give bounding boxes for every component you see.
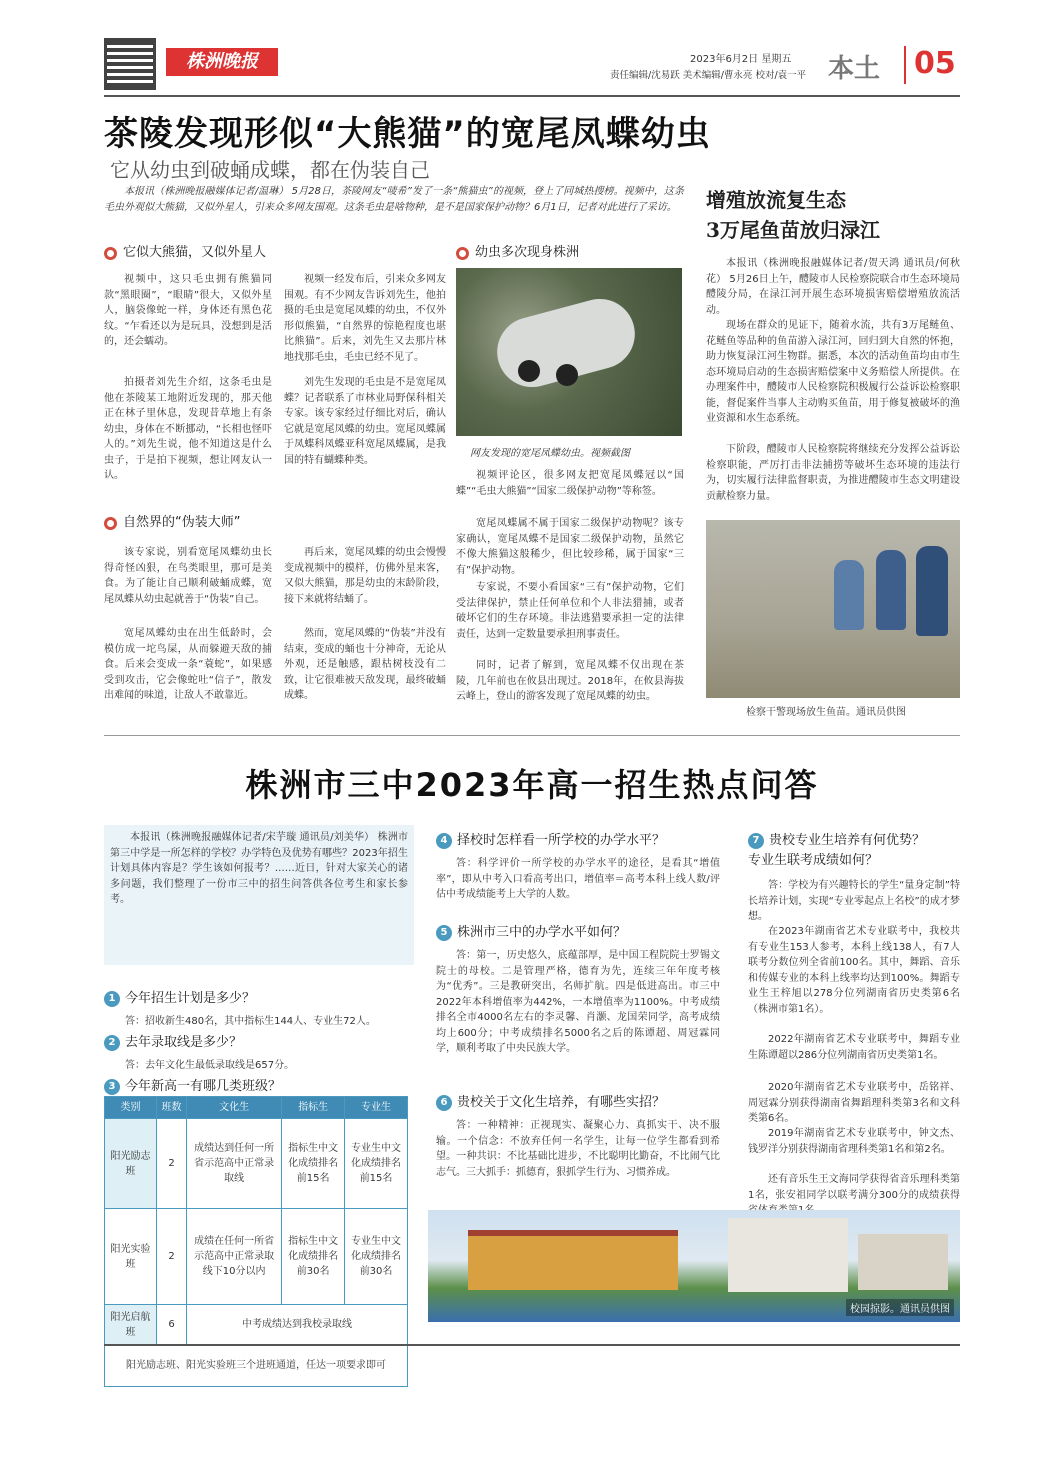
answer-6: 答：一种精神：正视现实、凝聚心力、真抓实干、决不服输。一个信念：不放弃任何一名学生，让每一位学生都看到希望。一种共识：不比基础比进步，不比聪明比勤奋，不比闹气比志气。三大抓手：抓德育，狠抓学生行为、习惯养成。 [436,1120,720,1178]
number-badge: 6 [436,1095,452,1111]
campus-photo [428,1210,960,1322]
number-badge: 1 [104,991,120,1007]
story1-lead: 本报讯（株洲晚报融媒体记者/温琳） 5月28日，茶陵网友“唛希”发了一条“熊猫虫”的视频，登上了同城热搜榜。视频中，这条毛虫外观似大熊猫，又似外星人，引来众多网友围观。这条毛虫是啥物种，是不是国家保护动物？6月1日，记者对此进行了采访。 [104,186,684,213]
circle-icon [456,247,469,260]
fish-release-photo [706,520,960,698]
table-header: 专业生 [345,1097,408,1119]
table-cell: 2 [157,1209,187,1305]
number-badge: 2 [104,1035,120,1051]
answer-1: 答：招收新生480名，其中指标生144人、专业生72人。 [125,1016,376,1027]
table-cell: 专业生中文化成绩排名前30名 [345,1209,408,1305]
school-building [468,1230,678,1290]
table-row [105,1305,408,1345]
table-row [105,1119,408,1209]
header-rule [104,95,960,97]
caterpillar-photo [456,268,682,436]
answer-7-p6: 还有音乐生王文海同学获得省音乐理科类第1名，张安祖同学以联考满分300分的成绩获得 [748,1174,960,1201]
table-cell: 指标生中文化成绩排名前30名 [282,1209,345,1305]
table-row [105,1209,408,1305]
table-cell: 中考成绩达到我校录取线 [187,1305,408,1345]
section-divider [904,46,906,84]
story1-section-3: 幼虫多次现身株洲 [456,244,579,262]
answer-2: 答：去年文化生最低录取线是657分。 [125,1060,295,1071]
story1-col1-b: 拍摄者刘先生介绍，这条毛虫是他在茶陵某工地附近发现的，那天他正在林子里休息，发现昔草地上有条幼虫，身体在不断挪动，“长相也怪吓人的。”刘先生说，他不知道这是什么虫子，于是拍下视频，想让网友认一认。 [104,377,272,481]
table-cell: 2 [157,1119,187,1209]
table-cell: 专业生中文化成绩排名前15名 [345,1119,408,1209]
number-badge: 4 [436,833,452,849]
table-cell: 指标生中文化成绩排名前15名 [282,1119,345,1209]
table-header: 班数 [157,1097,187,1119]
story1-col3-c: 专家说，不要小看国家“三有”保护动物，它们受法律保护，禁止任何单位和个人非法猎捕，或者破坏它们的生存环境。非法逃猎要承担一定的法律责任，达到一定数量要承担刑事责任。 [456,582,684,640]
story1-section-1: 它似大熊猫，又似外星人 [104,244,266,262]
school-building [858,1234,948,1290]
answer-7-p2: 在2023年湖南省艺术专业联考中，我校共有专业生153人参考，本科上线138人，有7人联考分数位列全省前100名。其中，舞蹈、音乐和传媒专业的本科上线率均达到100%。舞蹈专业生王梓旭以278分位列湖南省历史类第6名（株洲市第1名）。 [748,926,960,1015]
caterpillar-eye [518,360,540,382]
logo: 株洲晚报 [166,48,278,76]
question-2: 2 去年录取线是多少？ [104,1034,242,1052]
school-building [728,1218,848,1292]
answer-5: 答：第一，历史悠久，底蕴部厚，是中国工程院院士罗锡文院士的母校。二是管理严格，德育为先，连续三年年度考核为“优秀”。三是教研突出，名师扩航。四是低进高出。市三中2022年本科增值率为442%，一本增值率为1100%。中考成绩排名全市4000名左右的李灵馨、肖灏、龙国荣同学，高考成绩均上600分；中考成绩排名5000名之后的陈谭超、周冠霖同学，顺利考取了中央民族大学。 [436,950,720,1054]
story2-p2: 现场在群众的见证下，随着水流，共有3万尾鲢鱼、花鲢鱼等品种的鱼苗游入渌江河，回归到大自然的怀抱，助力恢复渌江河生物群。据悉，本次的活动鱼苗均由市生态环境局启动的生态损害赔偿案中义务赔偿人所提供。在办理案件中，醴陵市人民检察院积极履行公益诉讼检察职能，督促案件当事人主动购买鱼苗，用于修复被破坏的渔业资源和水生态系统。 [706,320,960,424]
circle-icon [104,517,117,530]
answer-7-p1: 答：学校为有兴趣特长的学生“量身定制”特长培养计划，实现“专业零起点上名校”的成才梦想。 [748,880,960,922]
section-rule [104,735,960,736]
officer-figure [876,550,906,630]
question-7: 7 贵校专业生培养有何优势？ [748,832,925,850]
section-name: 本土 [828,54,881,84]
story1-headline: 茶陵发现形似“大熊猫”的宽尾凤蝶幼虫 [104,114,711,154]
story1-subhead: 它从幼虫到破蛹成蝶，都在伪装自己 [110,158,430,182]
table-cell: 成绩达到任何一所省示范高中正常录取线 [187,1119,282,1209]
answer-7-p4: 2020年湖南省艺术专业联考中，岳铭祥、周冠霖分别获得湖南省舞蹈理科类第3名和文科类第6名。 [748,1082,960,1124]
caterpillar-eye [556,364,578,386]
page-number: 05 [914,46,956,81]
table-cell: 阳光实验班 [105,1209,157,1305]
table-cell: 成绩在任何一所省示范高中正常录取线下10分以内 [187,1209,282,1305]
story1-col2-d: 然而，宽尾凤蝶的“伪装”并没有结束，变成的蛹也十分神奇，无论从外观，还是触感，跟枯树枝没有二致，让它很难被天敌发现，最终破蛹成蝶。 [284,628,446,701]
story2-headline-1: 增殖放流复生态 [706,188,846,212]
story3-lead: 本报讯（株洲晚报融媒体记者/宋芋璇 通讯员/刘美华） 株洲市第三中学是一所怎样的学校？办学特色及优势有哪些？2023年招生计划具体内容是？学生该如何报考？……近日，针对大家关心的诸多问题，我们整理了一份市三中的招生问答供各位考生和家长参考。 [110,832,408,905]
story1-col1-c: 该专家说，别看宽尾凤蝶幼虫长得奇怪凶狠，在鸟类眼里，那可是美食。为了能让自己顺利破蛹成蝶，宽尾凤蝶从幼虫起就善于“伪装”自己。 [104,547,272,605]
question-1: 1 今年招生计划是多少？ [104,990,255,1008]
story3-headline: 株洲市三中2023年高一招生热点问答 [245,766,819,804]
table-cell: 6 [157,1305,187,1345]
answer-7-p5: 2019年湖南省艺术专业联考中，钟文杰、钱罗洋分别获得湖南省理科类第1名和第2名。 [748,1128,960,1155]
story2-p1: 本报讯（株洲晚报融媒体记者/贺天鸿 通讯员/何秋花） 5月26日上午，醴陵市人民检察院联合市生态环境局醴陵分局，在渌江河开展生态环境损害赔偿增殖放流活动。 [706,258,960,316]
officer-figure [834,560,864,630]
answer-4: 答：科学评价一所学校的办学水平的途径，是看其“增值率”，即从中考入口看高考出口，增值率＝高考本科上线人数/评估中考成绩能考上大学的人数。 [436,858,720,900]
table-header: 类别 [105,1097,157,1119]
answer-7-p3: 2022年湖南省艺术专业联考中，舞蹈专业生陈谭超以286分位列湖南省历史类第1名。 [748,1034,960,1061]
question-5: 5 株洲市三中的办学水平如何？ [436,924,626,942]
story1-col1-a: 视频中，这只毛虫拥有熊猫同款“黑眼圈”，“眼睛”很大，又似外星人，脑袋像蛇一样，身体还有黑色花纹。“乍看还以为是玩具，没想到是活的，还会蠕动。 [104,274,272,347]
story1-col3-d: 同时，记者了解到，宽尾凤蝶不仅出现在茶陵，几年前也在攸县出现过。2018年，在攸县海拔云峰上，登山的游客发现了宽尾凤蝶的幼虫。 [456,660,684,702]
circle-icon [104,247,117,260]
question-7-line2: 专业生联考成绩如何？ [748,853,879,868]
table-footnote: 阳光励志班、阳光实验班三个进班通道，任达一项要求即可 [105,1345,408,1387]
campus-caption: 校园掠影。通讯员供图 [846,1299,954,1316]
question-3: 3 今年新高一有哪几类班级？ [104,1078,281,1096]
issue-date: 2023年6月2日 星期五 [690,54,792,65]
question-4: 4 择校时怎样看一所学校的办学水平？ [436,832,665,850]
number-badge: 3 [104,1079,120,1095]
number-badge: 5 [436,925,452,941]
story1-col2-a: 视频一经发布后，引来众多网友围观。有不少网友告诉刘先生，他拍摄的毛虫是宽尾凤蝶的幼虫，不仅外形似熊猫，“自然界的惊艳程度也堪比熊猫”。后来，刘先生又去那片林地找那毛虫，毛虫已经不见了。 [284,274,446,363]
story1-col3-b: 宽尾凤蝶属不属于国家二级保护动物呢？该专家确认，宽尾凤蝶不是国家二级保护动物，虽然它不像大熊猫这般稀少，但比较珍稀，属于国家“三有”保护动物。 [456,518,684,576]
table-cell: 阳光启航班 [105,1305,157,1345]
story1-col1-d: 宽尾凤蝶幼虫在出生低龄时，会模仿成一坨鸟屎，从而躲避天敌的捕食。后来会变成一条“蓑蛇”，如果感受到攻击，它会像蛇吐“信子”，散发出难闻的味道，让敌人不敢靠近。 [104,628,272,701]
table-header: 文化生 [187,1097,282,1119]
table-header: 指标生 [282,1097,345,1119]
qr-code [104,38,156,90]
story1-section-2: 自然界的“伪装大师” [104,514,240,532]
footer-rule [104,1344,960,1346]
story2-caption: 检察干警现场放生鱼苗。通讯员供图 [746,707,906,718]
story1-col2-c: 再后来，宽尾凤蝶的幼虫会慢慢变成视频中的模样，仿佛外星来客，又似大熊猫，那是幼虫的末龄阶段，接下来就将结蛹了。 [284,547,446,605]
story2-p3: 下阶段，醴陵市人民检察院将继续充分发挥公益诉讼检察职能，严厉打击非法捕捞等破坏生态环境的违法行为，切实履行法律监督职责，为推进醴陵市生态文明建设贡献检察力量。 [706,444,960,502]
officer-figure [916,546,948,636]
question-6: 6 贵校关于文化生培养，有哪些实招？ [436,1094,665,1112]
photo-caption: 网友发现的宽尾凤蝶幼虫。视频截图 [470,448,630,459]
number-badge: 7 [748,833,764,849]
editors-credit: 责任编辑/沈易跃 美术编辑/曹永亮 校对/袁一平 [610,70,807,81]
story1-col2-b: 刘先生发现的毛虫是不是宽尾凤蝶？记者联系了市林业局野保科相关专家。该专家经过仔细比对后，确认它就是宽尾凤蝶的幼虫。宽尾凤蝶属于凤蝶科凤蝶亚科宽尾凤蝶属，是我国的特有蝴蝶种类。 [284,377,446,466]
story2-headline-2: 3万尾鱼苗放归渌江 [706,218,880,242]
table-cell: 阳光励志班 [105,1119,157,1209]
story1-col3-a: 视频评论区，很多网友把宽尾凤蝶冠以“国蝶”“毛虫大熊猫”“国家二级保护动物”等称签。 [456,470,684,497]
table-row [105,1345,408,1387]
